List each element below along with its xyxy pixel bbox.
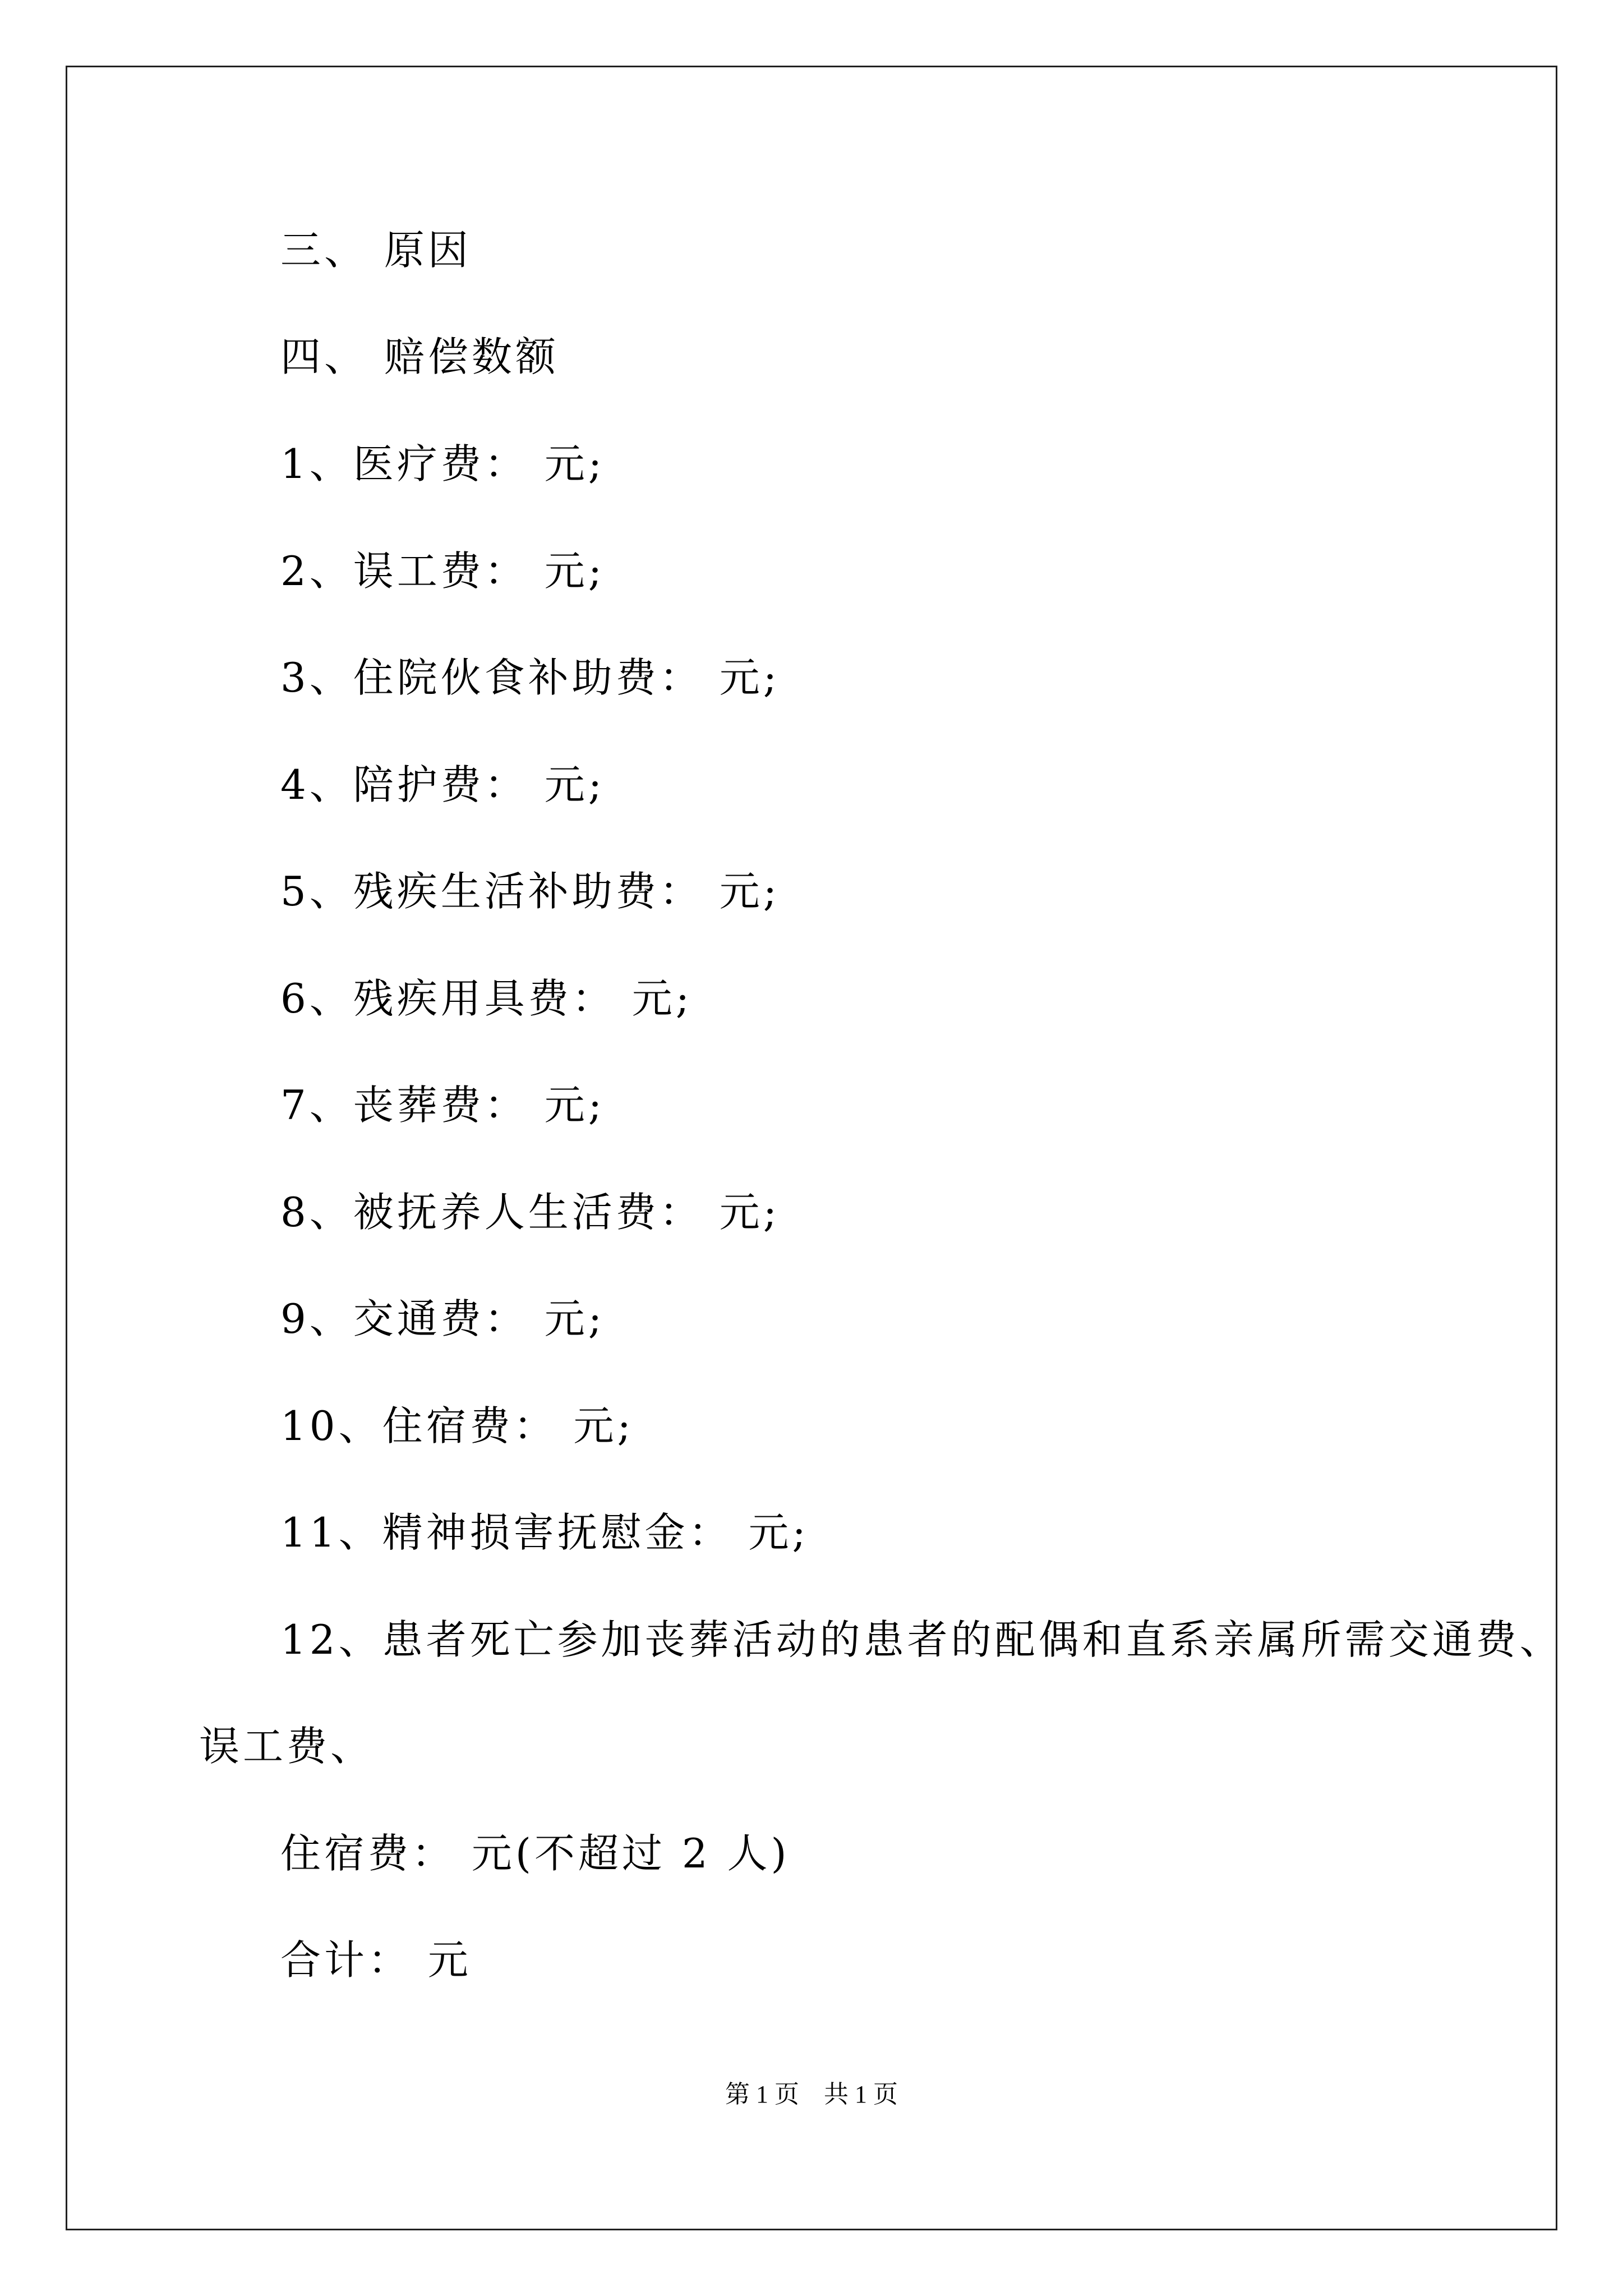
section-heading-reason: 三、 原因: [280, 227, 472, 274]
item-lodging-fee: 10、住宿费： 元;: [280, 1402, 634, 1450]
item-disability-living-subsidy: 5、残疾生活补助费： 元;: [280, 868, 780, 915]
item-disability-equipment-fee: 6、残疾用具费： 元;: [280, 975, 693, 1022]
item-family-funeral-expenses: 12、患者死亡参加丧葬活动的患者的配偶和直系亲属所需交通费、: [280, 1616, 1564, 1663]
item-transport-fee: 9、交通费： 元;: [280, 1295, 605, 1342]
section-heading-compensation: 四、 赔偿数额: [280, 333, 559, 380]
item-medical-fee: 1、医疗费： 元;: [280, 440, 605, 487]
item-lost-work-fee: 2、误工费： 元;: [280, 547, 605, 595]
item-dependent-living-fee: 8、被抚养人生活费： 元;: [280, 1189, 780, 1236]
total-line: 合计： 元: [280, 1936, 472, 1984]
item-funeral-fee: 7、丧葬费： 元;: [280, 1082, 605, 1129]
page-number-footer: 第 1 页 共 1 页: [725, 2081, 898, 2108]
item-lodging-fee-limit: 住宿费： 元(不超过 2 人): [280, 1830, 790, 1877]
item-nursing-fee: 4、陪护费： 元;: [280, 761, 605, 808]
page-border: [66, 66, 1557, 2230]
item-family-funeral-expenses-continued: 误工费、: [199, 1723, 375, 1770]
item-hospital-meal-subsidy: 3、住院伙食补助费： 元;: [280, 654, 780, 701]
item-mental-damage-compensation: 11、精神损害抚慰金： 元;: [280, 1509, 809, 1556]
